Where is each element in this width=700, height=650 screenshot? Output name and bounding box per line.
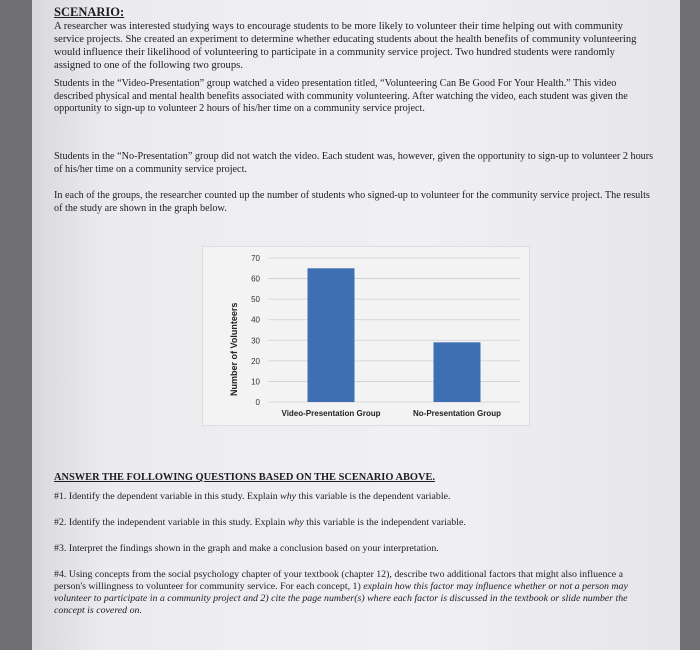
- document-page: [32, 0, 680, 650]
- question-2-text-a: Identify the independent variable in this study. Explain: [68, 517, 286, 528]
- video-group-paragraph: Students in the “Video-Presentation” group watched a video presentation titled, “Volunteering Can Be Good For Your Health.” This video described physical and mental health benefits associated with community volunteering. After watching the video, each student was given the opportunity to sign-up to volunteer 2 hours of his/her time on a community service project.: [54, 78, 628, 114]
- question-4: [54, 569, 654, 617]
- y-tick-label: 60: [251, 274, 260, 284]
- question-2-number: #2.: [54, 517, 67, 528]
- question-4-number: #4.: [54, 569, 67, 580]
- y-tick-label: 10: [251, 377, 260, 387]
- volunteers-bar-chart: [202, 246, 530, 426]
- y-tick-label: 50: [251, 295, 260, 305]
- question-3-number: #3.: [54, 543, 67, 554]
- y-tick-label: 30: [251, 336, 260, 346]
- y-axis-label: Number of Volunteers: [229, 302, 239, 396]
- no-presentation-paragraph: Students in the “No-Presentation” group did not watch the video. Each student was, however, given the opportunity to sign-up to volunteer 2 hours of his/her time on a community service project.: [54, 151, 654, 175]
- y-tick-label: 20: [251, 356, 260, 366]
- x-category-label: No-Presentation Group: [412, 409, 502, 418]
- question-2: [54, 517, 654, 529]
- question-1-text-a: Identify the dependent variable in this study. Explain: [68, 491, 278, 502]
- chart-svg: [202, 246, 530, 426]
- question-1-number: #1.: [54, 491, 67, 502]
- question-2-text-c: this variable is the independent variable.: [306, 517, 466, 528]
- scenario-heading: SCENARIO:: [54, 5, 125, 19]
- question-4-emphasis: explain how this factor may influence whether or not a person may volunteer to participate in a community project and 2) cite the page number(s) where each factor is discussed in the textbook or slide number the concept is covered on.: [54, 581, 628, 616]
- question-4-text-a: Using concepts from the social psychology chapter of your textbook (chapter 12), describe two additional factors that might also influence a person's willingness to volunteer for community service. For each concept, 1): [54, 569, 624, 592]
- question-2-emphasis: why: [287, 517, 304, 528]
- bar: [308, 268, 355, 402]
- y-tick-label: 40: [251, 315, 260, 325]
- scenario-intro: [54, 6, 654, 72]
- question-1: [54, 491, 654, 503]
- question-3-text: Interpret the findings shown in the graph and make a conclusion based on your interpretation.: [68, 543, 439, 554]
- results-paragraph: In each of the groups, the researcher counted up the number of students who signed-up to volunteer for the community service project. The results of the study are shown in the graph below.: [54, 190, 650, 214]
- x-category-label: Video-Presentation Group: [281, 409, 381, 418]
- y-tick-label: 0: [255, 398, 260, 407]
- scenario-intro-text: A researcher was interested studying ways to encourage students to be more likely to volunteer their time helping out with community service projects. She created an experiment to determine whether educating students about the health benefits of community volunteering would influence their likelihood of volunteering to participate in a community service project. Two hundred students were randomly assigned to one of the following two groups.: [54, 21, 637, 71]
- answer-section-title: ANSWER THE FOLLOWING QUESTIONS BASED ON THE SCENARIO ABOVE.: [54, 472, 435, 483]
- y-tick-label: 70: [251, 254, 260, 263]
- question-3: [54, 543, 654, 555]
- question-1-text-c: this variable is the dependent variable.: [298, 491, 451, 502]
- question-1-emphasis: why: [280, 491, 297, 502]
- bar: [434, 342, 481, 402]
